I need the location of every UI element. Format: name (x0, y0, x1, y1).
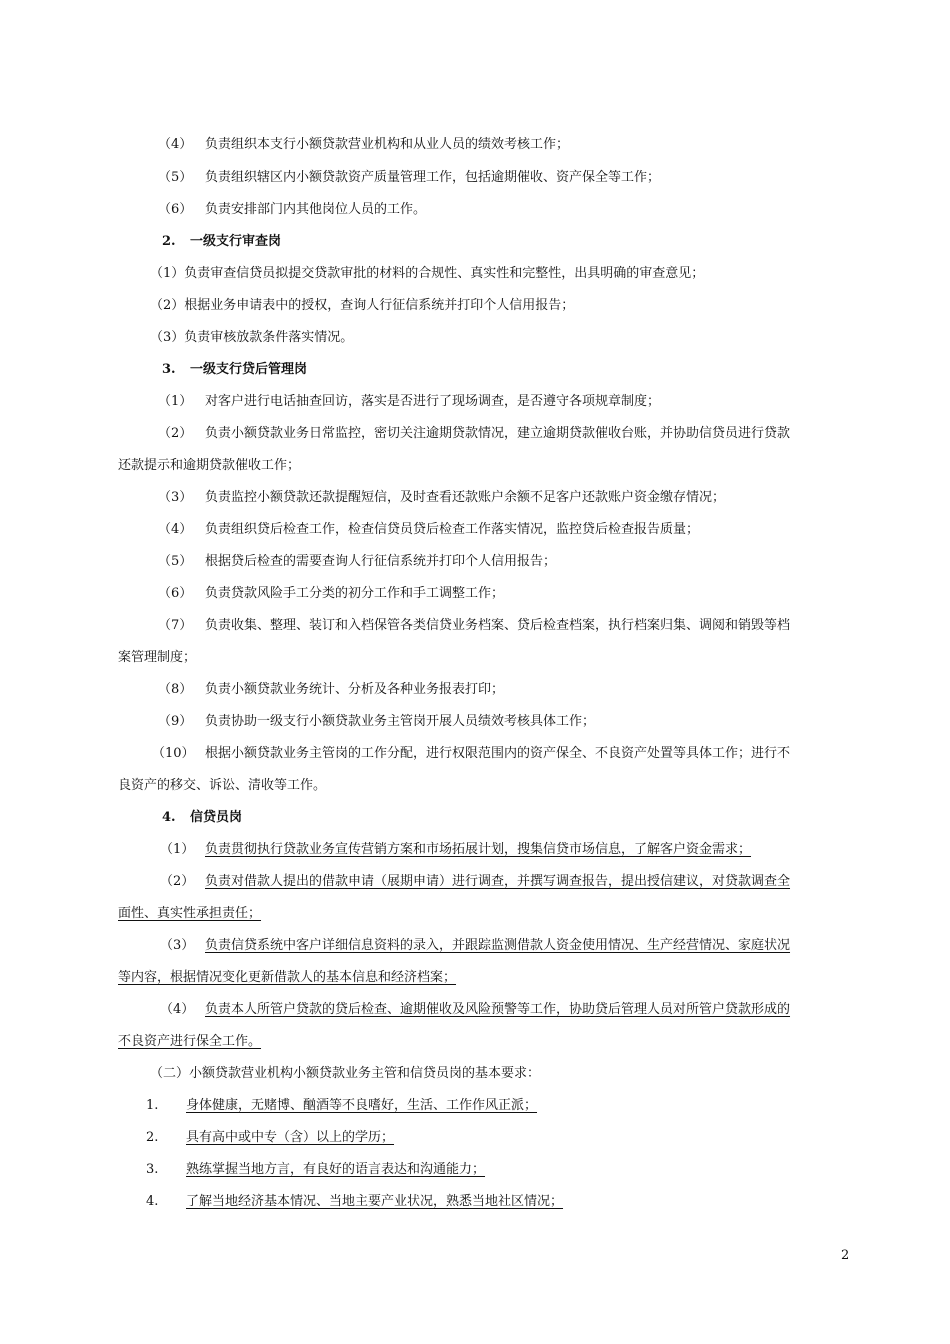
item-text: 熟练掌握当地方言，有良好的语言表达和沟通能力； (186, 1162, 486, 1177)
item-text: 负责组织本支行小额贷款营业机构和从业人员的绩效考核工作； (205, 137, 570, 152)
item-text: （3）负责审核放款条件落实情况。 (150, 330, 354, 345)
item-number: （4） (158, 137, 193, 152)
item-text: 良资产的移交、诉讼、清收等工作。 (118, 778, 327, 793)
item-text: 负责本人所管户贷款的贷后检查、逾期催收及风险预警等工作，协助贷后管理人员对所管户贷款形成的 (205, 1002, 791, 1017)
item-text: 根据小额贷款业务主管岗的工作分配，进行权限范围内的资产保全、不良资产处置等具体工作；进行不 (205, 746, 791, 761)
item-number: （3） (160, 938, 195, 953)
item-text: （1）负责审查信贷员拟提交贷款审批的材料的合规性、真实性和完整性，出具明确的审查意见； (150, 266, 705, 281)
item-number: 3. (146, 1162, 159, 1177)
item-text: 负责协助一级支行小额贷款业务主管岗开展人员绩效考核具体工作； (205, 714, 596, 729)
item-text: 不良资产进行保全工作。 (118, 1034, 262, 1049)
item-number: （4） (160, 1002, 195, 1017)
item-text: （2）根据业务申请表中的授权，查询人行征信系统并打印个人信用报告； (150, 298, 575, 313)
item-text: 负责信贷系统中客户详细信息资料的录入，并跟踪监测借款人资金使用情况、生产经营情况、家庭状况 (205, 938, 791, 953)
item-number: （1） (160, 842, 195, 857)
item-text: 具有高中或中专（含）以上的学历； (186, 1130, 395, 1145)
item-number: （2） (160, 874, 195, 889)
page-number: 2 (841, 1248, 850, 1263)
heading-text: 一级支行审查岗 (190, 234, 282, 249)
item-text: 负责小额贷款业务日常监控，密切关注逾期贷款情况，建立逾期贷款催收台账，并协助信贷员进行贷款 (205, 426, 791, 441)
item-text: 负责组织辖区内小额贷款资产质量管理工作，包括逾期催收、资产保全等工作； (205, 170, 661, 185)
item-text: 负责监控小额贷款还款提醒短信，及时查看还款账户余额不足客户还款账户资金缴存情况； (205, 490, 726, 505)
item-text: 负责对借款人提出的借款申请（展期申请）进行调查，并撰写调查报告，提出授信建议，对贷款调查全 (205, 874, 791, 889)
subsection-text: （二）小额贷款营业机构小额贷款业务主管和信贷员岗的基本要求： (150, 1066, 541, 1081)
item-number: （9） (158, 714, 193, 729)
item-text: 负责安排部门内其他岗位人员的工作。 (205, 202, 427, 217)
item-text: 了解当地经济基本情况、当地主要产业状况，熟悉当地社区情况； (186, 1194, 564, 1209)
item-number: 4. (146, 1194, 159, 1209)
item-number: （3） (158, 490, 193, 505)
item-number: （6） (158, 202, 193, 217)
item-text: 身体健康，无赌博、酗酒等不良嗜好，生活、工作作风正派； (186, 1098, 538, 1113)
item-number: （8） (158, 682, 193, 697)
item-text: 还款提示和逾期贷款催收工作； (118, 458, 301, 473)
item-text: 案管理制度； (118, 650, 197, 665)
item-number: （4） (158, 522, 193, 537)
item-text: 等内容，根据情况变化更新借款人的基本信息和经济档案； (118, 970, 457, 985)
item-number: （5） (158, 170, 193, 185)
item-number: （5） (158, 554, 193, 569)
item-number: （1） (158, 394, 193, 409)
item-number: （6） (158, 586, 193, 601)
item-text: 对客户进行电话抽查回访，落实是否进行了现场调查，是否遵守各项规章制度； (205, 394, 661, 409)
item-number: 1. (146, 1098, 159, 1113)
heading-number: 4. (162, 810, 176, 825)
item-text: 负责贷款风险手工分类的初分工作和手工调整工作； (205, 586, 505, 601)
item-text: 面性、真实性承担责任； (118, 906, 262, 921)
heading-number: 2. (162, 234, 176, 249)
heading-text: 信贷员岗 (190, 810, 243, 825)
item-text: 负责收集、整理、装订和入档保管各类信贷业务档案、贷后检查档案，执行档案归集、调阅和销毁等档 (205, 618, 791, 633)
item-text: 根据贷后检查的需要查询人行征信系统并打印个人信用报告； (205, 554, 557, 569)
item-number: （7） (158, 618, 193, 633)
item-number: 2. (146, 1130, 159, 1145)
item-text: 负责贯彻执行贷款业务宣传营销方案和市场拓展计划，搜集信贷市场信息，了解客户资金需求； (205, 842, 752, 857)
item-text: 负责小额贷款业务统计、分析及各种业务报表打印； (205, 682, 505, 697)
heading-text: 一级支行贷后管理岗 (190, 362, 308, 377)
item-text: 负责组织贷后检查工作，检查信贷员贷后检查工作落实情况，监控贷后检查报告质量； (205, 522, 700, 537)
heading-number: 3. (162, 362, 176, 377)
item-number: （2） (158, 426, 193, 441)
item-number: （10） (152, 746, 195, 761)
